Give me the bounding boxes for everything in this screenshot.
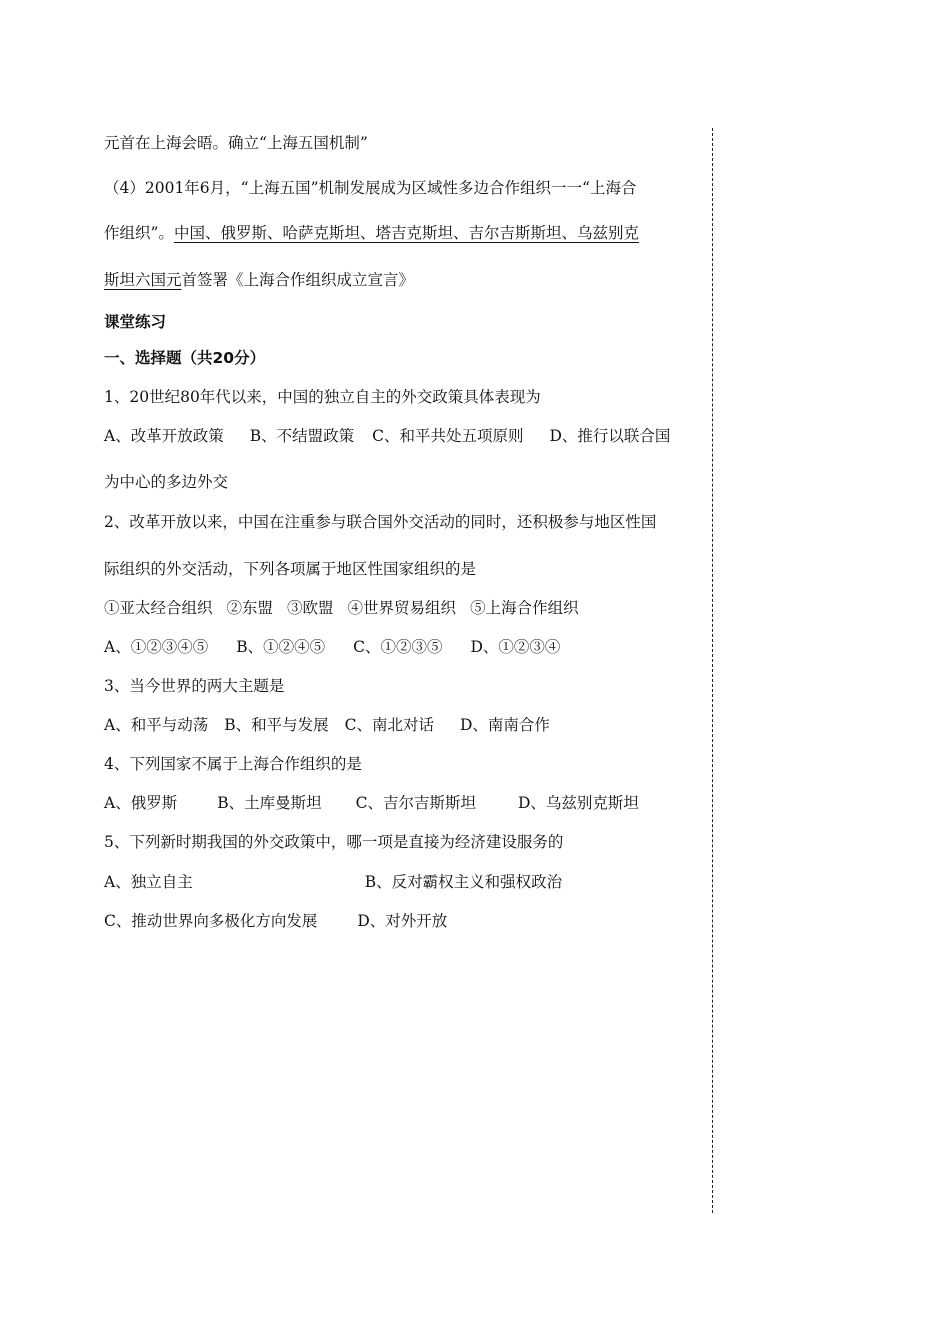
q5-option-a: A、独立自主 [104, 873, 193, 891]
q2-item-4: ④世界贸易组织 [347, 599, 457, 617]
section-subtitle: 一、选择题（共20分） [104, 349, 266, 367]
q4-option-b: B、土库曼斯坦 [217, 794, 322, 812]
q1-option-c: C、和平共处五项原则 [372, 427, 524, 445]
q1-option-d: D、推行以联合国 [549, 427, 671, 445]
q2-option-d: D、①②③④ [470, 638, 561, 656]
notes-line-3-text: 作组织”。 [104, 224, 174, 242]
question-2-items [104, 598, 579, 618]
question-1-options [104, 426, 670, 446]
q2-option-c: C、①②③⑤ [353, 638, 443, 656]
dashed-cut-line [712, 128, 713, 1213]
question-5-stem: 5、下列新时期我国的外交政策中，哪一项是直接为经济建设服务的 [104, 833, 564, 851]
notes-line-2: （4）2001年6月，“上海五国”机制发展成为区域性多边合作组织一一“上海合 [104, 179, 637, 197]
q3-option-a: A、和平与动荡 [104, 716, 209, 734]
question-1-continuation: 为中心的多边外交 [104, 473, 229, 491]
q1-option-b: B、不结盟政策 [249, 427, 355, 445]
member-states-underlined: 中国、俄罗斯、哈萨克斯坦、塔吉克斯坦、吉尔吉斯斯坦、乌兹别克 [173, 224, 639, 242]
notes-line-4-text: 首签署《上海合作组织成立宣言》 [181, 271, 415, 289]
question-3-options [104, 715, 550, 735]
question-4-options [104, 793, 639, 813]
question-5-options-row-1 [104, 872, 562, 892]
q4-option-c: C、吉尔吉斯斯坦 [355, 794, 476, 812]
q2-item-2: ②东盟 [226, 599, 274, 617]
notes-line-3 [104, 223, 639, 243]
question-4-stem: 4、下列国家不属于上海合作组织的是 [104, 755, 362, 773]
q5-option-d: D、对外开放 [357, 912, 448, 930]
q2-item-1: ①亚太经合组织 [104, 599, 213, 617]
question-2-stem-line-2: 际组织的外交活动，下列各项属于地区性国家组织的是 [104, 560, 477, 578]
notes-line-1: 元首在上海会晤。确立“上海五国机制” [104, 134, 368, 152]
question-1-stem: 1、20世纪80年代以来，中国的独立自主的外交政策具体表现为 [104, 388, 541, 406]
q2-item-3: ③欧盟 [287, 599, 334, 617]
q5-option-b: B、反对霸权主义和强权政治 [364, 873, 563, 891]
question-5-options-row-2 [104, 911, 447, 931]
q3-option-d: D、南南合作 [459, 716, 550, 734]
question-3-stem: 3、当今世界的两大主题是 [104, 677, 285, 695]
q2-option-b: B、①②④⑤ [236, 638, 326, 656]
question-2-options [104, 637, 560, 657]
q3-option-c: C、南北对话 [344, 716, 434, 734]
q2-option-a: A、①②③④⑤ [104, 638, 209, 656]
section-title: 课堂练习 [104, 313, 167, 331]
q2-item-5: ⑤上海合作组织 [470, 599, 579, 617]
q4-option-a: A、俄罗斯 [104, 794, 178, 812]
q5-option-c: C、推动世界向多极化方向发展 [104, 912, 318, 930]
member-states-underlined-cont: 斯坦六国元 [104, 271, 182, 289]
q3-option-b: B、和平与发展 [224, 716, 329, 734]
q1-option-a: A、改革开放政策 [104, 427, 224, 445]
question-2-stem-line-1: 2、改革开放以来，中国在注重参与联合国外交活动的同时，还积极参与地区性国 [104, 513, 657, 531]
q4-option-d: D、乌兹别克斯坦 [517, 794, 639, 812]
notes-line-4 [104, 270, 414, 290]
